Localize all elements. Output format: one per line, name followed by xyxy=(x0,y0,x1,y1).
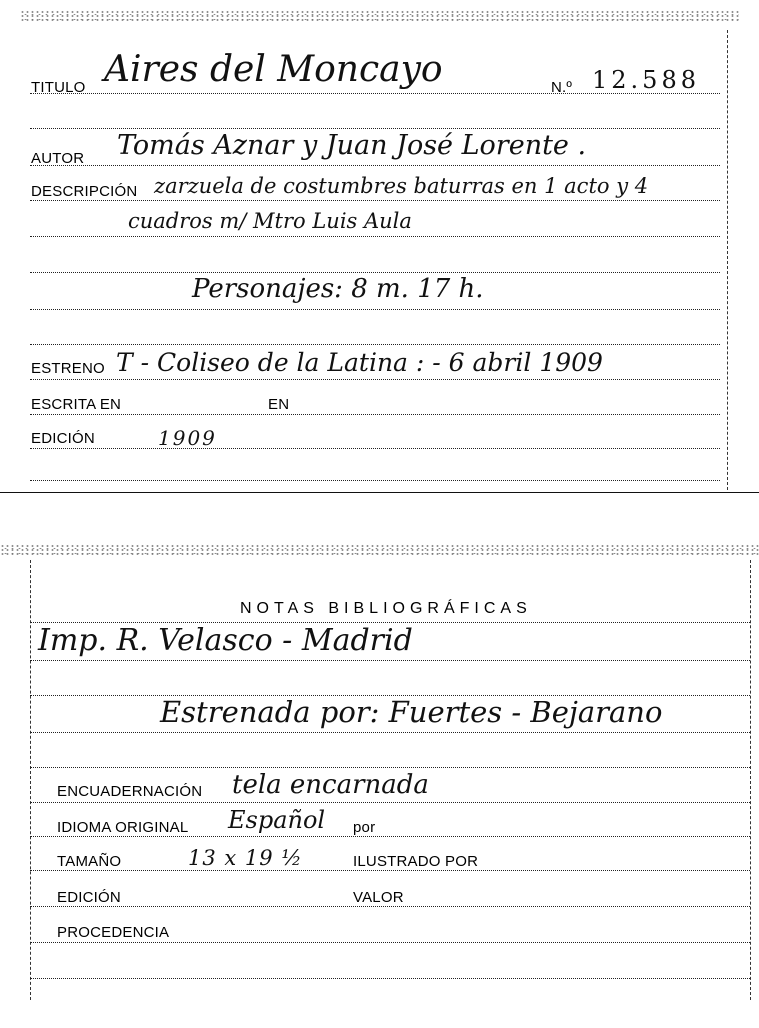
encuadernacion-value: tela encarnada xyxy=(232,770,429,800)
personajes-note: Personajes: 8 m. 17 h. xyxy=(192,274,484,304)
descripcion-line2: cuadros m/ Mtro Luis Aula xyxy=(128,209,412,233)
card-cut-line xyxy=(0,492,759,493)
rule-line xyxy=(30,236,720,237)
rule-line xyxy=(30,128,720,129)
card-edge-texture xyxy=(0,544,759,556)
ilustrado-label: ILUSTRADO POR xyxy=(353,853,479,870)
numero-label: N.º xyxy=(551,79,573,96)
rule-line xyxy=(30,448,720,449)
rule-line xyxy=(30,200,720,201)
rule-line xyxy=(30,978,750,979)
edicion-label: EDICIÓN xyxy=(31,430,95,447)
titulo-label: TITULO xyxy=(31,79,86,96)
catalog-card-back xyxy=(0,540,759,1028)
rule-line xyxy=(30,165,720,166)
rule-line xyxy=(30,767,750,768)
encuadernacion-label: ENCUADERNACIÓN xyxy=(57,783,203,800)
rule-line xyxy=(30,870,750,871)
rule-line xyxy=(30,379,720,380)
card-edge-texture xyxy=(20,10,739,22)
en-label: EN xyxy=(268,396,290,413)
numero-value: 12.588 xyxy=(592,66,700,94)
titulo-value: Aires del Moncayo xyxy=(104,49,443,90)
procedencia-label: PROCEDENCIA xyxy=(57,924,170,941)
nota-estrenada: Estrenada por: Fuertes - Bejarano xyxy=(160,695,663,729)
rule-line xyxy=(30,344,720,345)
rule-line xyxy=(30,906,750,907)
descripcion-label: DESCRIPCIÓN xyxy=(31,183,138,200)
rule-line xyxy=(30,272,720,273)
catalog-card-front xyxy=(0,0,759,495)
idioma-value: Español xyxy=(228,806,326,834)
card-left-border xyxy=(30,560,31,1000)
valor-label: VALOR xyxy=(353,889,404,906)
edicion-label: EDICIÓN xyxy=(57,889,121,906)
idioma-label: IDIOMA ORIGINAL xyxy=(57,819,189,836)
nota-imprenta: Imp. R. Velasco - Madrid xyxy=(38,623,413,658)
estreno-value: T - Coliseo de la Latina : - 6 abril 1909 xyxy=(116,348,603,377)
autor-value: Tomás Aznar y Juan José Lorente . xyxy=(117,130,587,161)
por-label: por xyxy=(353,819,376,836)
tamano-label: TAMAÑO xyxy=(57,853,122,870)
escrita-label: ESCRITA EN xyxy=(31,396,122,413)
card-right-border xyxy=(727,30,728,490)
rule-line xyxy=(30,660,750,661)
rule-line xyxy=(30,732,750,733)
rule-line xyxy=(30,309,720,310)
autor-label: AUTOR xyxy=(31,150,85,167)
rule-line xyxy=(30,836,750,837)
descripcion-line1: zarzuela de costumbres baturras en 1 acto y 4 xyxy=(154,174,649,198)
rule-line xyxy=(30,414,720,415)
card-right-border xyxy=(750,560,751,1000)
estreno-label: ESTRENO xyxy=(31,360,105,377)
edicion-value: 1909 xyxy=(158,426,217,450)
rule-line xyxy=(30,942,750,943)
tamano-value: 13 x 19 ½ xyxy=(188,846,303,870)
rule-line xyxy=(30,480,720,481)
notas-heading: NOTAS BIBLIOGRÁFICAS xyxy=(240,600,532,617)
rule-line xyxy=(30,802,750,803)
